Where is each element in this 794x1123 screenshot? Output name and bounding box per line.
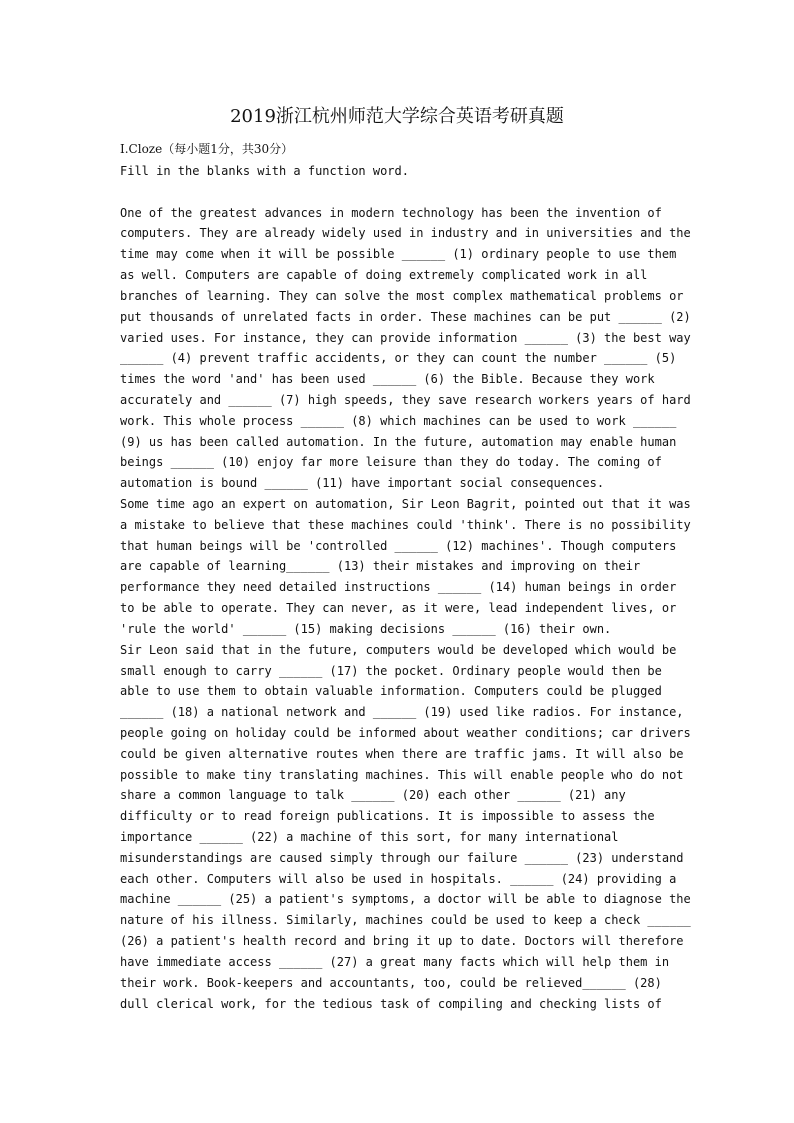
passage-line: Sir Leon said that in the future, computers would be developed which would be [120, 642, 677, 657]
passage-line: 'rule the world' ______ (15) making decisions ______ (16) their own. [120, 621, 612, 636]
passage-line: difficulty or to read foreign publications. It is impossible to assess the [120, 809, 655, 824]
passage-line: share a common language to talk ______ (20) each other ______ (21) any [120, 788, 626, 803]
passage-line: as well. Computers are capable of doing extremely complicated work in all [120, 268, 648, 283]
passage-line: (9) us has been called automation. In the future, automation may enable human [120, 434, 677, 449]
passage-line: could be given alternative routes when there are traffic jams. It will also be [120, 746, 684, 761]
blank-line [120, 182, 680, 203]
passage-line: people going on holiday could be informed about weather conditions; car drivers [120, 725, 691, 740]
passage-line: computers. They are already widely used in industry and in universities and the [120, 226, 691, 241]
passage-line: branches of learning. They can solve the most complex mathematical problems or [120, 288, 684, 303]
passage-line: are capable of learning______ (13) their mistakes and improving on their [120, 559, 641, 574]
document-body [120, 161, 691, 1014]
passage-line: nature of his illness. Similarly, machines could be used to keep a check ______ [120, 913, 691, 928]
page-title: 2019浙江杭州师范大学综合英语考研真题 [230, 106, 564, 127]
passage-line: dull clerical work, for the tedious task of compiling and checking lists of [120, 996, 662, 1011]
section-heading: I.Cloze（每小题1分，共30分） [120, 142, 294, 156]
passage-line: work. This whole process ______ (8) which machines can be used to work ______ [120, 413, 677, 428]
passage-line: One of the greatest advances in modern technology has been the invention of [120, 205, 662, 220]
passage-line: machine ______ (25) a patient's symptoms, a doctor will be able to diagnose the [120, 892, 691, 907]
passage-line: automation is bound ______ (11) have important social consequences. [120, 476, 605, 491]
passage-line: accurately and ______ (7) high speeds, they save research workers years of hard [120, 392, 691, 407]
passage-line: to be able to operate. They can never, as it were, lead independent lives, or [120, 601, 677, 616]
passage-line: able to use them to obtain valuable information. Computers could be plugged [120, 684, 662, 699]
passage-line: importance ______ (22) a machine of this sort, for many international [120, 830, 619, 844]
passage-line: that human beings will be 'controlled ______ (12) machines'. Though computers [120, 538, 677, 553]
passage-line: ______ (18) a national network and ______ (19) used like radios. For instance, [120, 705, 684, 720]
passage-line: (26) a patient's health record and bring it up to date. Doctors will therefore [120, 934, 684, 949]
passage-line: put thousands of unrelated facts in order. These machines can be put ______ (2) [120, 309, 691, 324]
passage-line: each other. Computers will also be used in hospitals. ______ (24) providing a [120, 871, 677, 886]
passage-line: times the word 'and' has been used ______ (6) the Bible. Because they work [120, 372, 655, 387]
passage-line: have immediate access ______ (27) a great many facts which will help them in [120, 954, 670, 969]
passage-line: performance they need detailed instructions ______ (14) human beings in order [120, 580, 677, 595]
passage-line: varied uses. For instance, they can provide information ______ (3) the best way [120, 330, 691, 345]
passage-line: their work. Book-keepers and accountants, too, could be relieved______ (28) [120, 975, 662, 990]
passage-line: misunderstandings are caused simply through our failure ______ (23) understand [120, 850, 684, 865]
passage-line: possible to make tiny translating machines. This will enable people who do not [120, 767, 684, 782]
passage-line: a mistake to believe that these machines could 'think'. There is no possibility [120, 517, 691, 532]
passage-line: Some time ago an expert on automation, Sir Leon Bagrit, pointed out that it was [120, 497, 691, 511]
passage-line: small enough to carry ______ (17) the pocket. Ordinary people would then be [120, 663, 662, 678]
passage-line: beings ______ (10) enjoy far more leisure than they do today. The coming of [120, 455, 662, 470]
passage-line: time may come when it will be possible ______ (1) ordinary people to use them [120, 247, 677, 262]
instruction-line: Fill in the blanks with a function word. [120, 164, 409, 178]
passage-line: ______ (4) prevent traffic accidents, or they can count the number ______ (5) [120, 351, 677, 366]
